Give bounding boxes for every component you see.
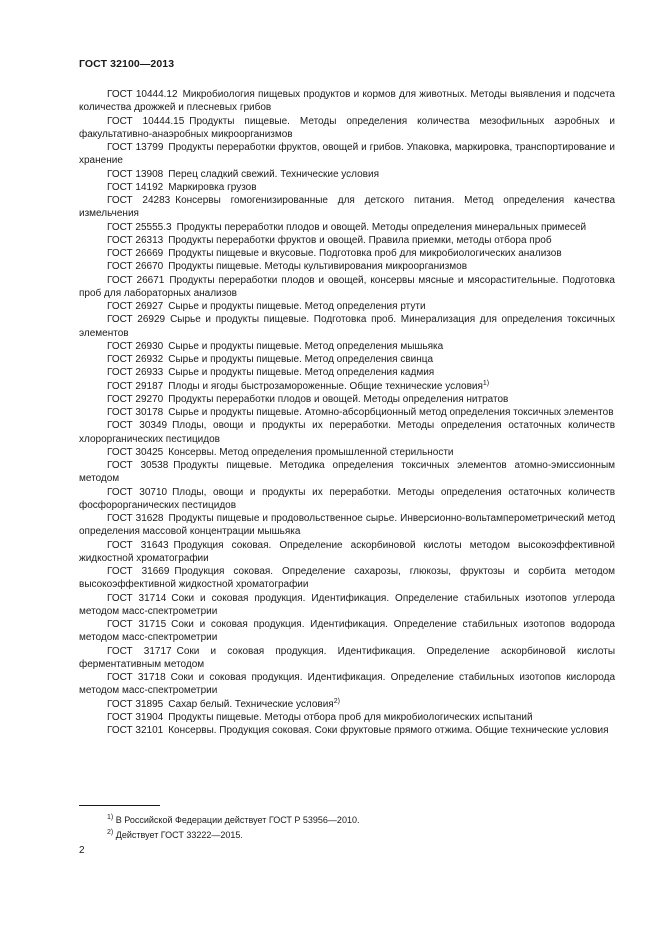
reference-item <box>79 353 615 366</box>
reference-title: Продукты переработки фруктов, овощей и грибов. Упаковка, маркировка, транспортирование и хранение <box>79 142 616 167</box>
reference-item <box>79 698 615 711</box>
reference-title: Продукты пищевые и продовольственное сырье. Инверсионно-вольтамперометрический метод определения массовой концентрации мышьяка <box>79 513 615 538</box>
reference-title: Перец сладкий свежий. Технические условия <box>168 168 379 180</box>
reference-code: ГОСТ 26669 <box>107 248 164 259</box>
reference-item <box>79 181 615 194</box>
reference-code: ГОСТ 31895 <box>107 698 164 710</box>
reference-title: Сырье и продукты пищевые. Подготовка проб. Минерализация для определения токсичных элементов <box>79 314 615 339</box>
reference-code: ГОСТ 24283 <box>107 195 171 206</box>
reference-code: ГОСТ 25555.3 <box>107 221 172 233</box>
normative-references-list <box>79 88 615 737</box>
reference-item <box>79 393 615 406</box>
reference-item <box>79 313 615 340</box>
reference-title: Соки и соковая продукция. Идентификация. Определение стабильных изотопов кислорода методом масс-спектрометрии <box>79 672 615 697</box>
footnote-text: В Российской Федерации действует ГОСТ Р 53956—2010. <box>115 815 360 825</box>
reference-code: ГОСТ 26933 <box>107 367 164 379</box>
document-header: ГОСТ 32100—2013 <box>79 58 175 70</box>
reference-item <box>79 380 615 393</box>
reference-title: Продукты переработки фруктов и овощей. Правила приемки, методы отбора проб <box>168 234 552 246</box>
reference-item <box>79 340 615 353</box>
reference-code: ГОСТ 31717 <box>107 645 172 657</box>
footnote-mark: 1) <box>107 814 114 821</box>
reference-title: Продукты переработки плодов и овощей. Методы определения нитратов <box>168 393 509 405</box>
reference-code: ГОСТ 29187 <box>107 380 164 392</box>
reference-item <box>79 539 615 566</box>
footnote-marker: 2) <box>333 697 340 705</box>
reference-item <box>79 565 615 592</box>
reference-code: ГОСТ 30178 <box>107 407 164 418</box>
reference-item <box>79 512 615 539</box>
reference-item <box>79 194 615 221</box>
footnote-marker: 1) <box>482 379 490 387</box>
reference-title: Продукты пищевые. Методика определения токсичных элементов атомно-эмиссионным методом <box>79 460 616 485</box>
reference-code: ГОСТ 30538 <box>107 460 169 471</box>
reference-code: ГОСТ 10444.15 <box>107 115 185 127</box>
footnote-mark: 2) <box>107 829 114 836</box>
page-number: 2 <box>79 845 85 856</box>
reference-title: Соки и соковая продукция. Идентификация. Определение аскорбиновой кислоты ферментативным методом <box>79 645 616 670</box>
reference-code: ГОСТ 26930 <box>107 340 164 352</box>
reference-title: Сырье и продукты пищевые. Метод определения мышьяка <box>168 340 444 352</box>
reference-title: Сырье и продукты пищевые. Атомно-абсорбционный метод определения токсичных элементов <box>168 407 614 418</box>
reference-title: Сырье и продукты пищевые. Метод определения кадмия <box>168 367 435 379</box>
reference-code: ГОСТ 30710 <box>107 486 168 498</box>
reference-code: ГОСТ 26670 <box>107 261 164 273</box>
reference-code: ГОСТ 13908 <box>107 168 164 180</box>
reference-title: Консервы. Продукция соковая. Соки фруктовые прямого отжима. Общие технические условия <box>168 725 609 736</box>
reference-item <box>79 486 615 513</box>
footnotes <box>107 813 607 843</box>
footnote-separator <box>79 805 160 806</box>
reference-item <box>79 88 615 115</box>
reference-title: Микробиология пищевых продуктов и кормов для животных. Методы выявления и подсчета количества дрожжей и плесневых грибов <box>79 89 615 114</box>
reference-code: ГОСТ 26929 <box>107 314 166 326</box>
reference-item <box>79 274 615 301</box>
reference-code: ГОСТ 26927 <box>107 301 164 312</box>
reference-item <box>79 366 615 379</box>
reference-code: ГОСТ 30425 <box>107 446 164 458</box>
reference-title: Соки и соковая продукция. Идентификация. Определение стабильных изотопов водорода методом масс-спектрометрии <box>79 619 615 644</box>
reference-title: Продукция соковая. Определение сахарозы, глюкозы, фруктозы и сорбита методом высокоэффективной жидкостной хроматографии <box>79 566 616 591</box>
reference-title: Продукты переработки плодов и овощей. Методы определения минеральных примесей <box>176 221 587 233</box>
reference-code: ГОСТ 26313 <box>107 234 164 246</box>
reference-code: ГОСТ 29270 <box>107 393 164 405</box>
reference-code: ГОСТ 26932 <box>107 354 164 365</box>
reference-item <box>79 724 615 737</box>
reference-item <box>79 141 615 168</box>
reference-title: Продукция соковая. Определение аскорбиновой кислоты методом высокоэффективной жидкостной хроматографии <box>79 539 615 564</box>
reference-item <box>79 115 615 142</box>
reference-item <box>79 406 615 419</box>
reference-item <box>79 592 615 619</box>
reference-title: Сырье и продукты пищевые. Метод определения ртути <box>168 301 426 312</box>
reference-title: Плоды и ягоды быстрозамороженные. Общие технические условия <box>168 380 483 392</box>
reference-title: Продукты пищевые. Методы определения количества мезофильных аэробных и факультативно-анаэробных микроорганизмов <box>79 115 615 140</box>
reference-item <box>79 221 615 234</box>
reference-title: Консервы гомогенизированные для детского питания. Метод определения качества измельчения <box>79 195 615 220</box>
reference-item <box>79 260 615 273</box>
reference-item <box>79 168 615 181</box>
reference-code: ГОСТ 30349 <box>107 420 168 432</box>
reference-title: Плоды, овощи и продукты их переработки. Методы определения остаточных количеств фосфорорганических пестицидов <box>79 486 616 511</box>
reference-code: ГОСТ 31643 <box>107 539 169 551</box>
reference-code: ГОСТ 14192 <box>107 181 164 193</box>
reference-item <box>79 234 615 247</box>
reference-title: Соки и соковая продукция. Идентификация. Определение стабильных изотопов углерода методом масс-спектрометрии <box>79 592 615 617</box>
reference-item <box>79 459 615 486</box>
reference-code: ГОСТ 26671 <box>107 274 165 286</box>
reference-code: ГОСТ 31669 <box>107 566 170 577</box>
reference-item <box>79 645 615 672</box>
reference-title: Продукты пищевые и вкусовые. Подготовка проб для микробиологических анализов <box>168 248 562 259</box>
footnote-text: Действует ГОСТ 33222—2015. <box>115 830 243 840</box>
reference-item <box>79 711 615 724</box>
reference-item <box>79 618 615 645</box>
reference-code: ГОСТ 31715 <box>107 619 167 630</box>
reference-code: ГОСТ 31628 <box>107 513 164 524</box>
reference-title: Продукты пищевые. Методы отбора проб для микробиологических испытаний <box>168 711 533 723</box>
reference-item <box>79 446 615 459</box>
reference-title: Сахар белый. Технические условия <box>168 698 334 710</box>
footnote-item <box>107 828 607 843</box>
reference-item <box>79 247 615 260</box>
reference-code: ГОСТ 10444.12 <box>107 89 178 100</box>
reference-title: Продукты пищевые. Методы культивирования микроорганизмов <box>168 261 468 273</box>
footnote-item <box>107 813 607 828</box>
reference-title: Маркировка грузов <box>168 181 257 193</box>
reference-item <box>79 300 615 313</box>
reference-title: Консервы. Метод определения промышленной стерильности <box>168 446 454 458</box>
reference-code: ГОСТ 31718 <box>107 672 166 683</box>
reference-code: ГОСТ 13799 <box>107 142 164 153</box>
reference-item <box>79 419 615 446</box>
reference-title: Плоды, овощи и продукты их переработки. Методы определения остаточных количеств хлорорганических пестицидов <box>79 420 616 445</box>
reference-title: Продукты переработки плодов и овощей, консервы мясные и мясорастительные. Подготовка проб для лабораторных анализов <box>79 274 615 299</box>
reference-item <box>79 671 615 698</box>
reference-code: ГОСТ 31714 <box>107 592 167 604</box>
reference-code: ГОСТ 31904 <box>107 711 164 723</box>
reference-code: ГОСТ 32101 <box>107 725 164 736</box>
reference-title: Сырье и продукты пищевые. Метод определения свинца <box>168 354 434 365</box>
